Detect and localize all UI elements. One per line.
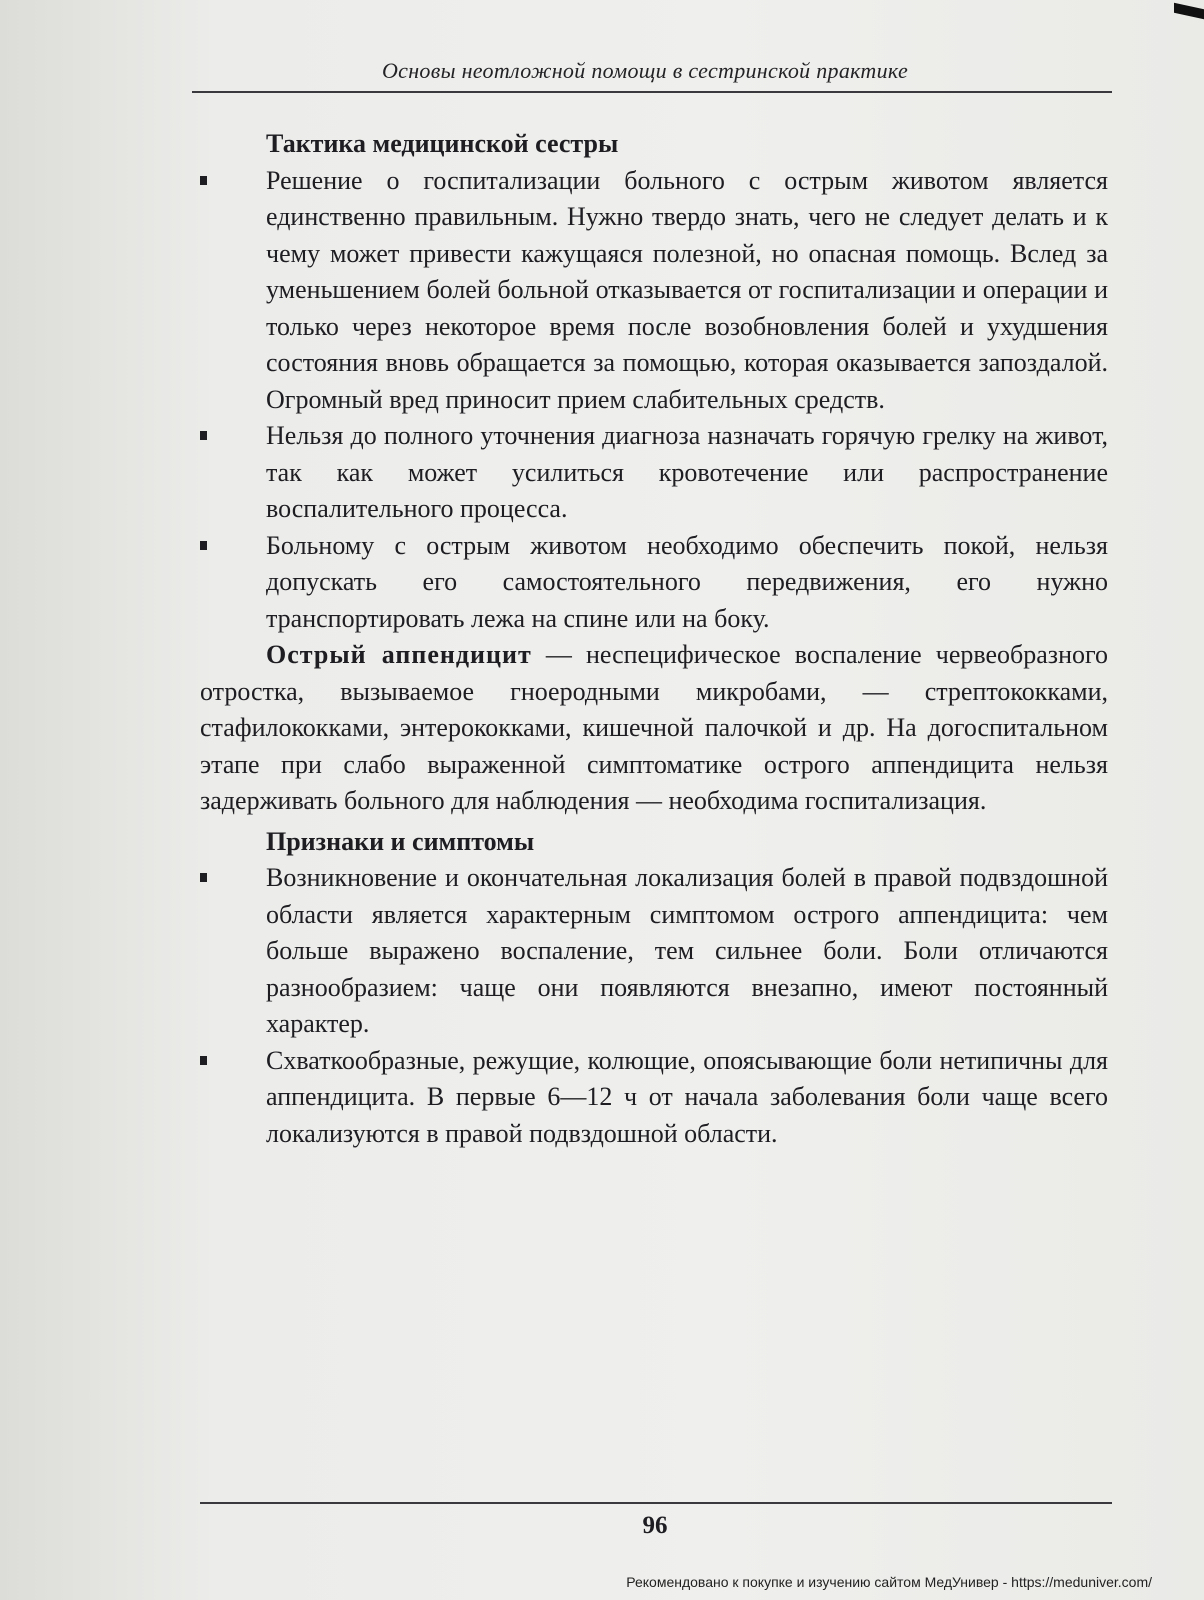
header-rule bbox=[192, 91, 1112, 93]
list-item-text: Решение о госпитализации больного с острым животом является единственно правильным. Нужно твердо знать, чего не следует делать и к чему может привести кажущаяся полезной, но опасная помощь. Вслед за уменьшением болей больной отказывается от госпитализации и операции и только через некоторое время после возобновления болей и ухудшения состояния вновь обращается за помощью, которая оказывается запоздалой. Огромный вред приносит прием слабительных средств. bbox=[266, 165, 1108, 414]
list-item-text: Больному с острым животом необходимо обеспечить покой, нельзя допускать его самостоятельного передвижения, его нужно транспортировать лежа на спине или на боку. bbox=[266, 530, 1108, 633]
list-item bbox=[200, 860, 1108, 1043]
section-heading-signs-symptoms: Признаки и симптомы bbox=[266, 826, 535, 856]
watermark-text: Рекомендовано к покупке и изучению сайтом МедУнивер - https://meduniver.com/ bbox=[626, 1574, 1152, 1590]
appendicitis-definition: — неспецифическое воспаление червеобразного отростка, вызываемое гноеродными микробами, — стрептококками, стафилококками, энтерококками, кишечной палочкой и др. На догоспитальном этапе при слабо выраженной симптоматике острого аппендицита нельзя задерживать больного для наблюдения — необходима госпитализация. bbox=[200, 640, 1108, 815]
footer-rule bbox=[200, 1502, 1112, 1504]
nurse-tactics-list bbox=[200, 163, 1108, 638]
running-header: Основы неотложной помощи в сестринской практике bbox=[381, 58, 909, 83]
signs-symptoms-list bbox=[200, 860, 1108, 1152]
bullet-icon bbox=[200, 176, 207, 185]
list-item-text: Возникновение и окончательная локализация болей в правой подвздошной области является характерным симптомом острого аппендицита: чем больше выражено воспаление, тем сильнее боли. Боли отличаются разнообразием: чаще они появляются внезапно, имеют постоянный характер. bbox=[266, 863, 1108, 1038]
list-item-text: Схваткообразные, режущие, колющие, опоясывающие боли нетипичны для аппендицита. В первые 6—12 ч от начала заболевания боли чаще всего локализуются в правой подвздошной области. bbox=[266, 1045, 1108, 1148]
bullet-icon bbox=[200, 873, 207, 882]
scan-corner-mark bbox=[1174, 3, 1204, 19]
appendicitis-paragraph bbox=[200, 637, 1108, 820]
bullet-icon bbox=[200, 431, 207, 440]
page-number: 96 bbox=[642, 1512, 668, 1539]
page-body bbox=[200, 126, 1108, 1152]
appendicitis-term: Острый аппендицит bbox=[266, 640, 532, 669]
list-item bbox=[200, 1043, 1108, 1153]
list-item bbox=[200, 418, 1108, 528]
list-item bbox=[200, 528, 1108, 638]
section-heading-nurse-tactics: Тактика медицинской сестры bbox=[266, 129, 619, 158]
list-item bbox=[200, 163, 1108, 419]
bullet-icon bbox=[200, 1056, 207, 1065]
bullet-icon bbox=[200, 541, 207, 550]
list-item-text: Нельзя до полного уточнения диагноза назначать горячую грелку на живот, так как может усилиться кровотечение или распространение воспалительного процесса. bbox=[266, 421, 1108, 523]
